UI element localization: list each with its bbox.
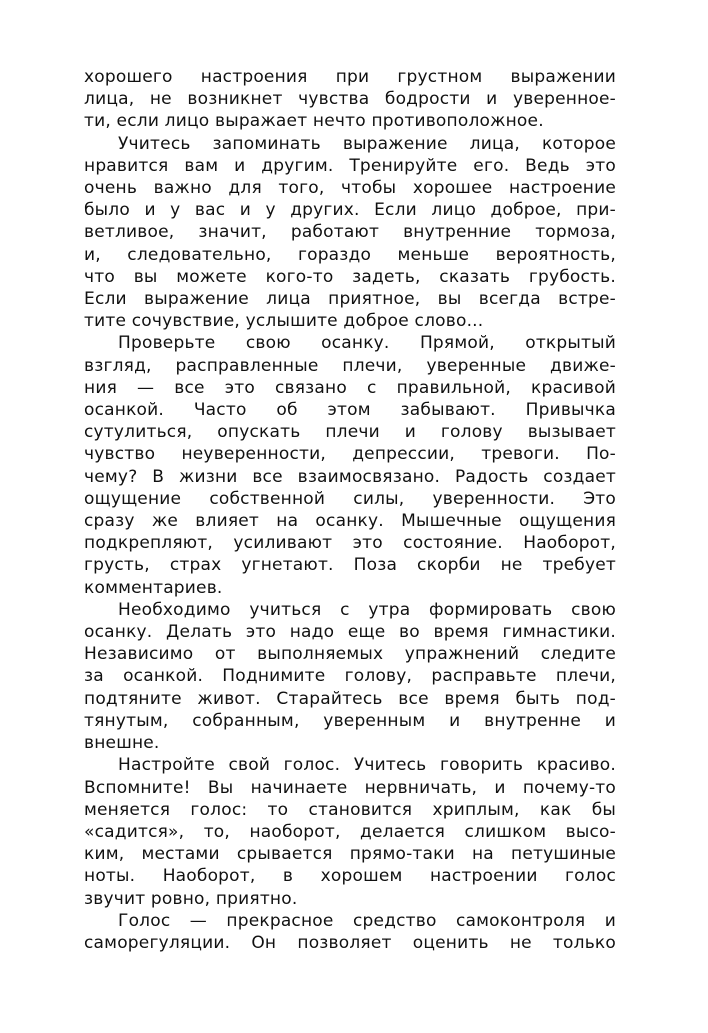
text-line: чувство неуверенности, депрессии, тревоги. По- bbox=[84, 444, 616, 465]
text-line: сразу же влияет на осанку. Мышечные ощущения bbox=[84, 511, 616, 532]
paragraph-start-line: Голос — прекрасное средство самоконтроля и bbox=[118, 910, 616, 931]
text-line: внешне. bbox=[84, 733, 160, 754]
text-line: «садится», то, наоборот, делается слишком высо- bbox=[84, 821, 616, 842]
text-line: и, следовательно, гораздо меньше вероятность, bbox=[84, 244, 616, 265]
text-line: сутулиться, опускать плечи и голову вызывает bbox=[84, 422, 616, 443]
paragraph-start-line: Необходимо учиться с утра формировать свою bbox=[118, 599, 616, 620]
text-line: саморегуляции. Он позволяет оценить не только bbox=[84, 932, 616, 953]
text-line: ния — все это связано с правильной, красивой bbox=[84, 377, 616, 398]
text-line: Если выражение лица приятное, вы всегда встре- bbox=[84, 289, 616, 310]
text-line: тите сочувствие, услышите доброе слово... bbox=[84, 311, 484, 332]
paragraph-start-line: Учитесь запоминать выражение лица, которое bbox=[118, 133, 616, 154]
text-line: осанку. Делать это надо еще во время гимнастики. bbox=[84, 622, 616, 643]
text-line: комментариев. bbox=[84, 577, 223, 598]
text-line: Вспомните! Вы начинаете нервничать, и почему-то bbox=[84, 777, 616, 798]
paragraph-start-line: Настройте свой голос. Учитесь говорить красиво. bbox=[118, 755, 616, 776]
document-text-column bbox=[84, 66, 616, 954]
text-line: лица, не возникнет чувства бодрости и уверенное- bbox=[84, 89, 616, 110]
text-line: подкрепляют, усиливают это состояние. Наоборот, bbox=[84, 533, 616, 554]
text-line: хорошего настроения при грустном выражении bbox=[84, 67, 616, 87]
text-line: очень важно для того, чтобы хорошее настроение bbox=[84, 178, 616, 199]
text-line: ти, если лицо выражает нечто противоположное. bbox=[84, 111, 544, 132]
text-line: ощущение собственной силы, уверенности. Это bbox=[84, 488, 616, 509]
text-line: ким, местами срывается прямо-таки на петушиные bbox=[84, 844, 616, 865]
text-line: тянутым, собранным, уверенным и внутренне и bbox=[84, 710, 616, 731]
text-line: чему? В жизни все взаимосвязано. Радость создает bbox=[84, 466, 616, 487]
paragraph-start-line: Проверьте свою осанку. Прямой, открытый bbox=[118, 333, 616, 354]
text-line: грусть, страх угнетают. Поза скорби не требует bbox=[84, 555, 616, 576]
text-line: что вы можете кого-то задеть, сказать грубость. bbox=[84, 266, 616, 287]
text-line: подтяните живот. Старайтесь все время быть под- bbox=[84, 688, 616, 709]
text-line: ветливое, значит, работают внутренние тормоза, bbox=[84, 222, 616, 243]
text-line: Независимо от выполняемых упражнений следите bbox=[84, 644, 616, 665]
text-line: было и у вас и у других. Если лицо доброе, при- bbox=[84, 200, 616, 221]
text-line: взгляд, расправленные плечи, уверенные движе- bbox=[84, 355, 616, 376]
text-line: ноты. Наоборот, в хорошем настроении голос bbox=[84, 866, 616, 887]
text-line: меняется голос: то становится хриплым, как бы bbox=[84, 799, 616, 820]
text-line: нравится вам и другим. Тренируйте его. Ведь это bbox=[84, 155, 616, 176]
text-line: звучит ровно, приятно. bbox=[84, 888, 298, 909]
text-line: осанкой. Часто об этом забывают. Привычка bbox=[84, 400, 616, 421]
text-line: за осанкой. Поднимите голову, расправьте плечи, bbox=[84, 666, 616, 687]
